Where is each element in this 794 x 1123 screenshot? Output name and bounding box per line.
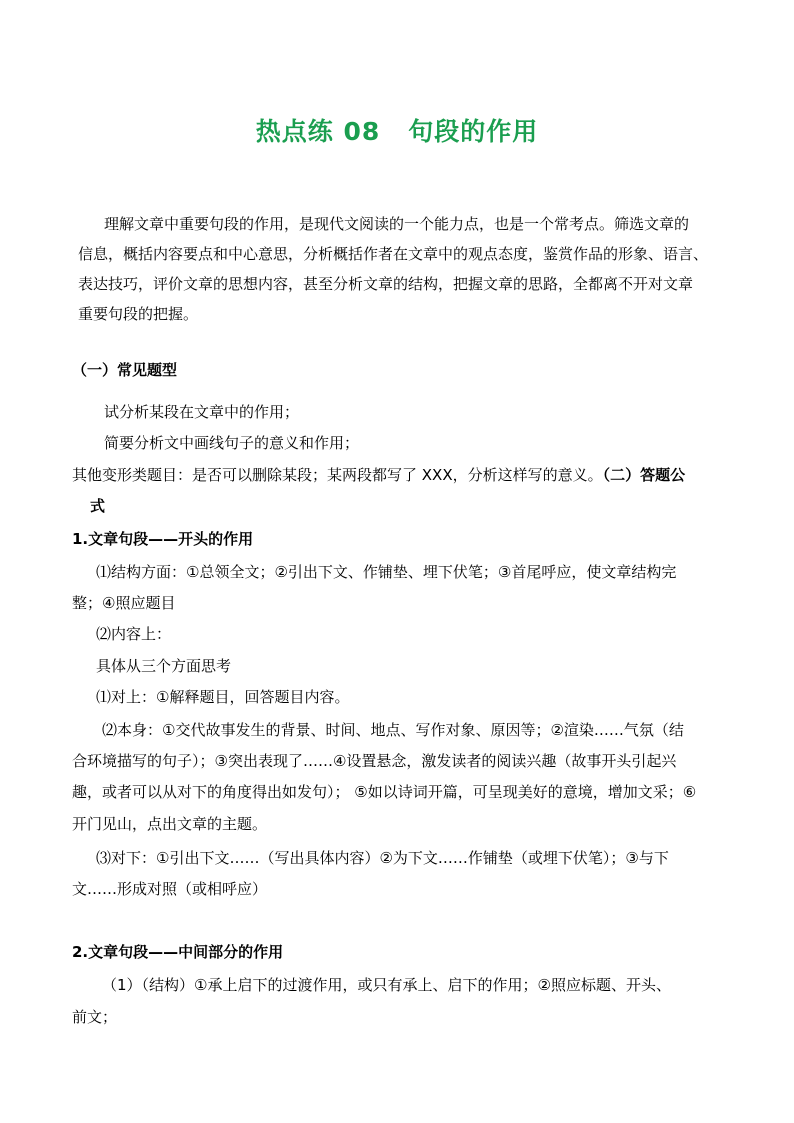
part1-line: 整；④照应题目 bbox=[72, 594, 176, 612]
title-main: 热点练 08 bbox=[255, 117, 381, 146]
other-types-text: 其他变形类题目：是否可以删除某段；某两段都写了 XXX，分析这样写的意义。 bbox=[72, 466, 603, 484]
section-heading-2b: 式 bbox=[90, 497, 106, 515]
part1-line: ⑵内容上： bbox=[96, 625, 172, 643]
other-types-line bbox=[72, 465, 685, 485]
section-heading-2a: （二）答题公 bbox=[602, 466, 686, 484]
intro-line: 理解文章中重要句段的作用，是现代文阅读的一个能力点，也是一个常考点。筛选文章的 bbox=[104, 215, 690, 233]
part1-line: 具体从三个方面思考 bbox=[96, 657, 232, 675]
part1-heading: 1.文章句段——开头的作用 bbox=[72, 530, 254, 548]
part2-heading: 2.文章句段——中间部分的作用 bbox=[72, 943, 284, 961]
part1-line: ⑵本身：①交代故事发生的背景、时间、地点、写作对象、原因等；②渲染……气氛（结 bbox=[102, 721, 684, 739]
part2-line: （1）（结构）①承上启下的过渡作用，或只有承上、启下的作用；②照应标题、开头、 bbox=[102, 976, 671, 994]
intro-line: 重要句段的把握。 bbox=[78, 305, 199, 323]
intro-line: 表达技巧，评价文章的思想内容，甚至分析文章的结构，把握文章的思路，全都离不开对文章 bbox=[78, 275, 694, 293]
part1-line: 文……形成对照（或相呼应） bbox=[72, 880, 268, 898]
part1-line: ⑴对上：①解释题目，回答题目内容。 bbox=[96, 688, 350, 706]
page-title bbox=[0, 112, 794, 148]
section-heading: （一）常见题型 bbox=[72, 361, 178, 379]
part1-line: ⑴结构方面：①总领全文；②引出下文、作铺垫、埋下伏笔；③首尾呼应，使文章结构完 bbox=[96, 563, 677, 581]
part1-line: 开门见山，点出文章的主题。 bbox=[72, 815, 268, 833]
part2-line: 前文； bbox=[72, 1008, 118, 1026]
intro-line: 信息，概括内容要点和中心意思，分析概括作者在文章中的观点态度，鉴赏作品的形象、语言、 bbox=[78, 245, 709, 263]
part1-line: ⑶对下：①引出下文……（写出具体内容）②为下文……作铺垫（或埋下伏笔）；③与下 bbox=[96, 849, 669, 867]
part1-line: 趣，或者可以从对下的角度得出如发句）； ⑤如以诗词开篇，可呈现美好的意境，增加文采；⑥ bbox=[72, 783, 697, 801]
question-type-item: 简要分析文中画线句子的意义和作用； bbox=[104, 434, 360, 452]
part1-line: 合环境描写的句子）；③突出表现了……④设置悬念，激发读者的阅读兴趣（故事开头引起兴 bbox=[72, 752, 677, 770]
question-type-item: 试分析某段在文章中的作用； bbox=[104, 403, 300, 421]
title-sub: 句段的作用 bbox=[408, 117, 539, 146]
